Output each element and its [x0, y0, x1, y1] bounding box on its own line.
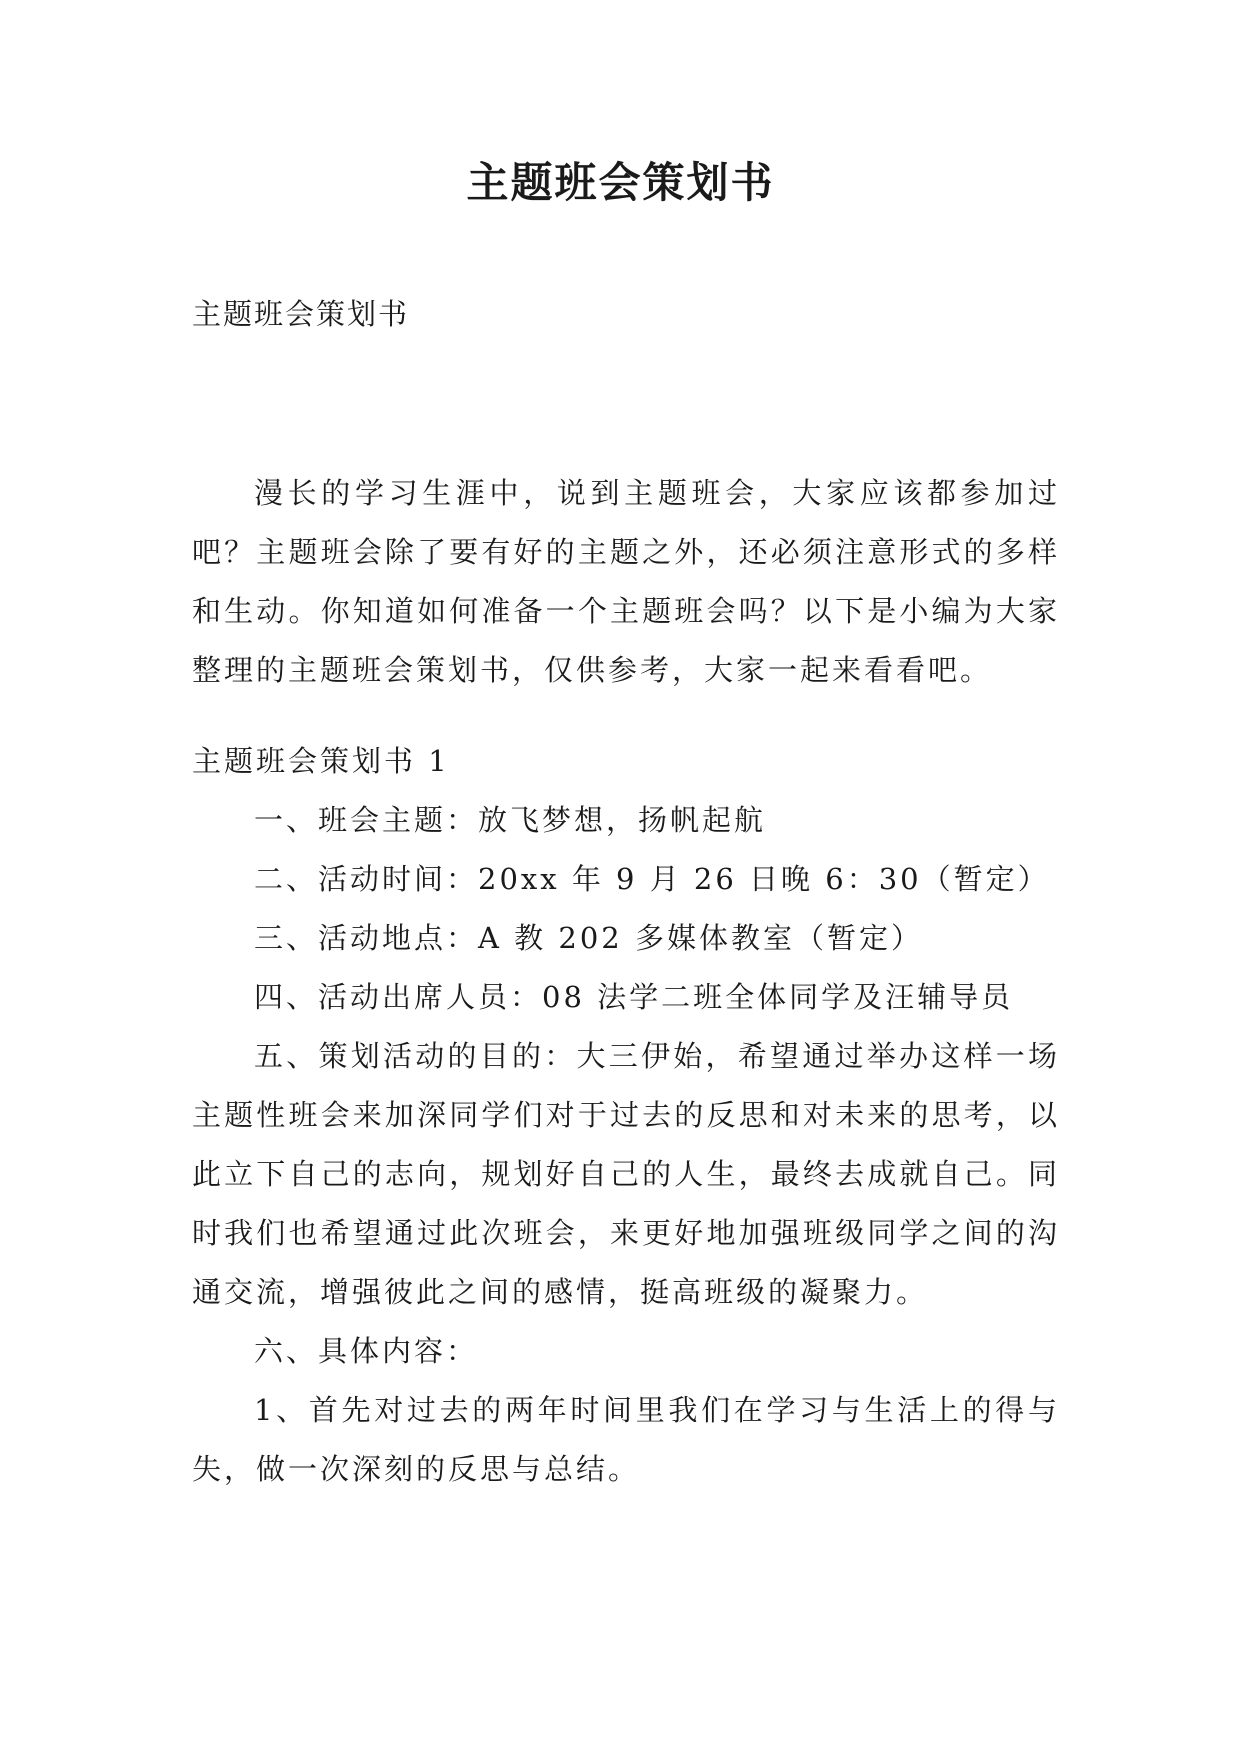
section-heading: 主题班会策划书 1	[192, 744, 450, 778]
item-time: 二、活动时间：20xx 年 9 月 26 日晚 6：30（暂定）	[254, 862, 1050, 896]
item-content-heading: 六、具体内容：	[254, 1334, 479, 1368]
document-title: 主题班会策划书	[466, 158, 775, 207]
document-body	[192, 464, 1060, 1499]
intro-paragraph: 漫长的学习生涯中，说到主题班会，大家应该都参加过吧？主题班会除了要有好的主题之外，还必须注意形式的多样和生动。你知道如何准备一个主题班会吗？以下是小编为大家整理的主题班会策划书，仅供参考，大家一起来看看吧。	[192, 476, 1060, 687]
item-location: 三、活动地点：A 教 202 多媒体教室（暂定）	[254, 921, 923, 955]
document-subtitle: 主题班会策划书	[192, 297, 410, 331]
item-attendees: 四、活动出席人员：08 法学二班全体同学及汪辅导员	[254, 980, 1014, 1014]
item-theme: 一、班会主题：放飞梦想，扬帆起航	[254, 803, 767, 837]
item-purpose: 五、策划活动的目的：大三伊始，希望通过举办这样一场主题性班会来加深同学们对于过去的反思和对未来的思考，以此立下自己的志向，规划好自己的人生，最终去成就自己。同时我们也希望通过此次班会，来更好地加强班级同学之间的沟通交流，增强彼此之间的感情，挺高班级的凝聚力。	[192, 1039, 1060, 1309]
item-content-1: 1、首先对过去的两年时间里我们在学习与生活上的得与失，做一次深刻的反思与总结。	[192, 1393, 1060, 1486]
